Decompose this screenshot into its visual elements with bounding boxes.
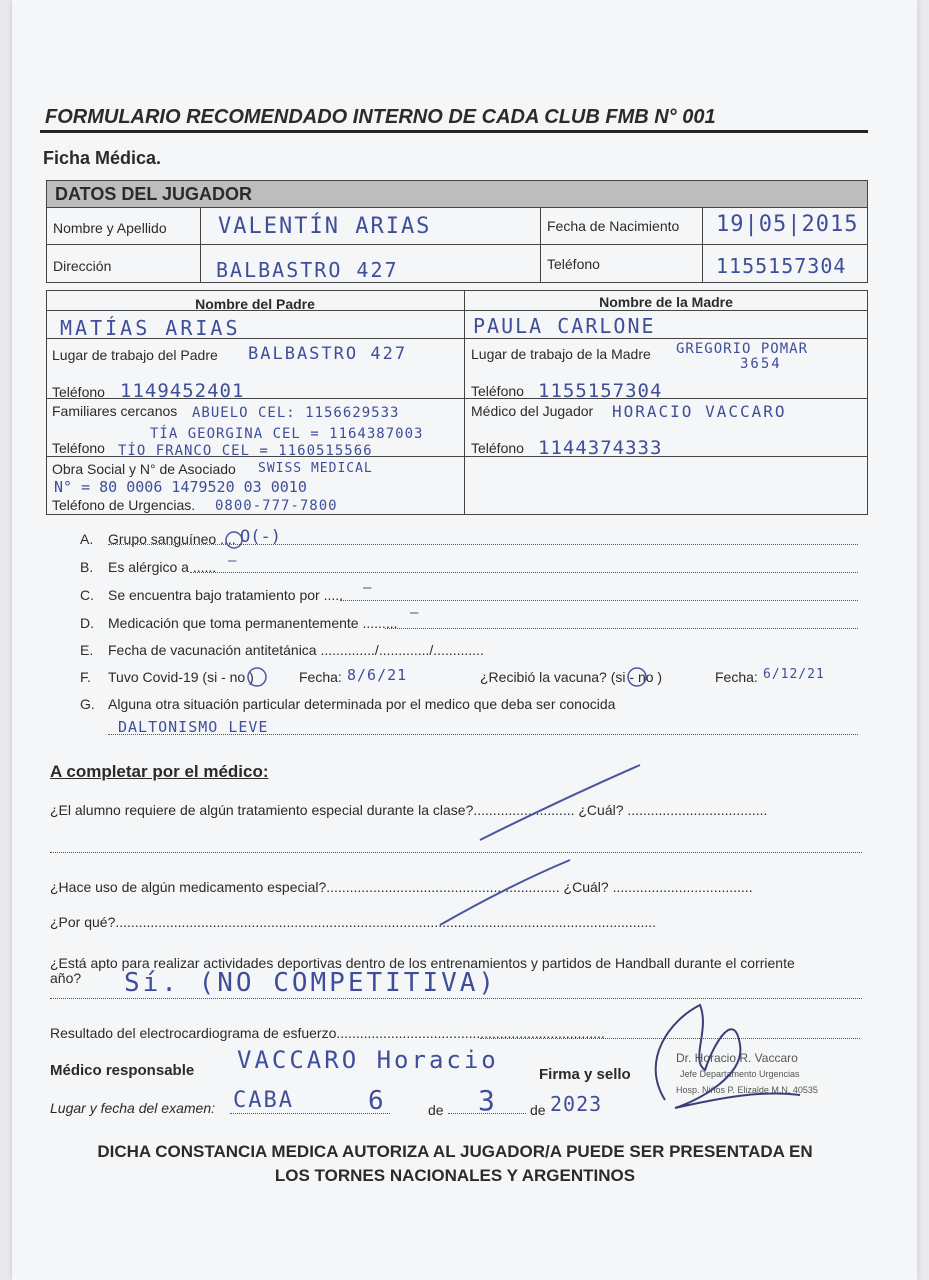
mother-header: Nombre de la Madre — [599, 294, 733, 310]
footer-line-1: DICHA CONSTANCIA MEDICA AUTORIZA AL JUGADOR/A PUEDE SER PRESENTADA EN — [97, 1142, 813, 1161]
item-f-label-1: Tuvo Covid-19 (si - no ) — [108, 669, 254, 685]
doctor-label: Médico del Jugador — [471, 403, 594, 419]
item-f-date-2[interactable]: 6/12/21 — [763, 667, 825, 682]
father-name[interactable]: MATÍAS ARIAS — [60, 316, 241, 340]
year-value[interactable]: 2023 — [550, 1092, 603, 1116]
circle-mark-icon — [226, 532, 242, 548]
insurance-value[interactable]: SWISS MEDICAL — [258, 461, 373, 476]
father-work-label: Lugar de trabajo del Padre — [52, 347, 218, 363]
name-label: Nombre y Apellido — [53, 220, 167, 236]
address-label: Dirección — [53, 258, 112, 274]
item-c-letter: C. — [80, 587, 94, 603]
place-value[interactable]: CABA — [233, 1088, 294, 1113]
mother-work-label: Lugar de trabajo de la Madre — [471, 346, 651, 362]
mother-phone-value[interactable]: 1155157304 — [538, 380, 663, 402]
mother-phone-label: Teléfono — [471, 383, 524, 399]
item-b-letter: B. — [80, 559, 94, 575]
father-work-value[interactable]: BALBASTRO 427 — [248, 344, 408, 364]
item-c-label: Se encuentra bajo tratamiento por ..... — [108, 587, 344, 603]
phone-label: Teléfono — [547, 256, 600, 272]
item-d-value[interactable]: — — [410, 605, 421, 621]
family-phone-label: Teléfono — [52, 440, 105, 456]
emergency-label: Teléfono de Urgencias. — [52, 497, 196, 513]
item-f-label-2: ¿Recibió la vacuna? (si - no ) — [480, 669, 663, 685]
mother-name[interactable]: PAULA CARLONE — [473, 314, 656, 338]
form-subtitle: Ficha Médica. — [43, 148, 162, 168]
insurance-label: Obra Social y N° de Asociado — [52, 461, 236, 477]
footer-line-2: LOS TORNES NACIONALES Y ARGENTINOS — [274, 1166, 636, 1185]
birth-value[interactable]: 19|05|2015 — [716, 212, 859, 237]
item-e-letter: E. — [80, 642, 94, 658]
item-d-letter: D. — [80, 615, 94, 631]
name-value[interactable]: VALENTÍN ARIAS — [218, 214, 432, 239]
phone-value[interactable]: 1155157304 — [716, 254, 847, 278]
question-5: Resultado del electrocardiograma de esfuerzo..................................................................... — [50, 1025, 605, 1041]
item-g-label: Alguna otra situación particular determinada por el medico que deba ser conocida — [108, 696, 616, 712]
item-b-value[interactable]: — — [228, 553, 239, 569]
item-c-value[interactable]: — — [363, 580, 374, 596]
month-value[interactable]: 3 — [478, 1084, 497, 1117]
father-phone-label: Teléfono — [52, 384, 105, 400]
item-f-letter: F. — [80, 669, 91, 685]
cross-out-stroke — [440, 860, 570, 925]
father-header: Nombre del Padre — [195, 296, 315, 312]
family-label: Familiares cercanos — [52, 403, 178, 419]
question-3: ¿Por qué?........................................................................................................................................... — [50, 914, 657, 930]
stamp-line-2: Jefe Departamento Urgencias — [680, 1069, 800, 1079]
emergency-value[interactable]: 0800-777-7800 — [215, 498, 338, 514]
responsible-value[interactable]: VACCARO Horacio — [237, 1046, 499, 1074]
circle-mark-icon — [248, 668, 266, 686]
item-f-date-1[interactable]: 8/6/21 — [347, 666, 408, 684]
mother-work-value-2[interactable]: 3654 — [740, 356, 782, 372]
stamp-line-3: Hosp. Niños P. Elizalde M.N. 40535 — [676, 1085, 818, 1095]
item-d-label: Medicación que toma permanentemente ......... — [108, 615, 398, 631]
item-g-value[interactable]: DALTONISMO LEVE — [118, 718, 269, 736]
item-e-label: Fecha de vacunación antitetánica ............../............./............. — [108, 642, 484, 658]
form-title: FORMULARIO RECOMENDADO INTERNO DE CADA CLUB FMB N° 001 — [45, 106, 716, 128]
birth-label: Fecha de Nacimiento — [547, 218, 680, 234]
de-2: de — [530, 1102, 546, 1118]
item-b-label: Es alérgico a ...... — [108, 559, 217, 575]
item-f-date-label-2: Fecha: — [715, 669, 758, 685]
footer-notice — [40, 1140, 870, 1188]
circle-mark-icon — [628, 668, 646, 686]
responsible-label: Médico responsable — [50, 1062, 195, 1079]
question-4-line-1: ¿Está apto para realizar actividades deportivas dentro de los entrenamientos y partidos de Handball durante el corriente — [50, 955, 795, 971]
day-value[interactable]: 6 — [368, 1086, 386, 1116]
question-4-line-2: año? — [50, 970, 82, 986]
item-a-label: Grupo sanguíneo .... — [108, 531, 236, 547]
item-f-date-label-1: Fecha: — [299, 669, 342, 685]
de-1: de — [428, 1102, 444, 1118]
doctor-phone-label: Teléfono — [471, 440, 524, 456]
item-g-letter: G. — [80, 696, 95, 712]
family-1[interactable]: ABUELO CEL: 1156629533 — [192, 405, 400, 421]
signature-icon — [656, 1005, 800, 1108]
cross-out-stroke — [480, 765, 640, 840]
stamp-line-1: Dr. Horacio R. Vaccaro — [676, 1051, 798, 1065]
doctor-phone-value[interactable]: 1144374333 — [538, 437, 663, 459]
mother-work-value-1[interactable]: GREGORIO POMAR — [676, 341, 809, 357]
medical-section-title: A completar por el médico: — [50, 762, 269, 781]
family-3[interactable]: TÍO FRANCO CEL = 1160515566 — [118, 443, 373, 459]
address-value[interactable]: BALBASTRO 427 — [216, 258, 399, 282]
item-a-letter: A. — [80, 531, 94, 547]
father-phone-value[interactable]: 1149452401 — [120, 380, 245, 402]
place-label: Lugar y fecha del examen: — [50, 1100, 215, 1116]
family-2[interactable]: TÍA GEORGINA CEL = 1164387003 — [150, 426, 424, 442]
question-2: ¿Hace uso de algún medicamento especial?............................................................ ¿Cuál? .................................... — [50, 879, 753, 895]
item-a-value[interactable]: O(-) — [240, 527, 281, 547]
insurance-number[interactable]: N° = 80 0006 1479520 03 0010 — [54, 478, 307, 496]
player-section-title: DATOS DEL JUGADOR — [55, 184, 253, 204]
signature-label: Firma y sello — [539, 1066, 631, 1083]
question-4-value[interactable]: Sí. (NO COMPETITIVA) — [124, 968, 498, 998]
question-1: ¿El alumno requiere de algún tratamiento especial durante la clase?.......................... ¿Cuál? .................................... — [50, 802, 768, 818]
doctor-value[interactable]: HORACIO VACCARO — [612, 402, 787, 421]
